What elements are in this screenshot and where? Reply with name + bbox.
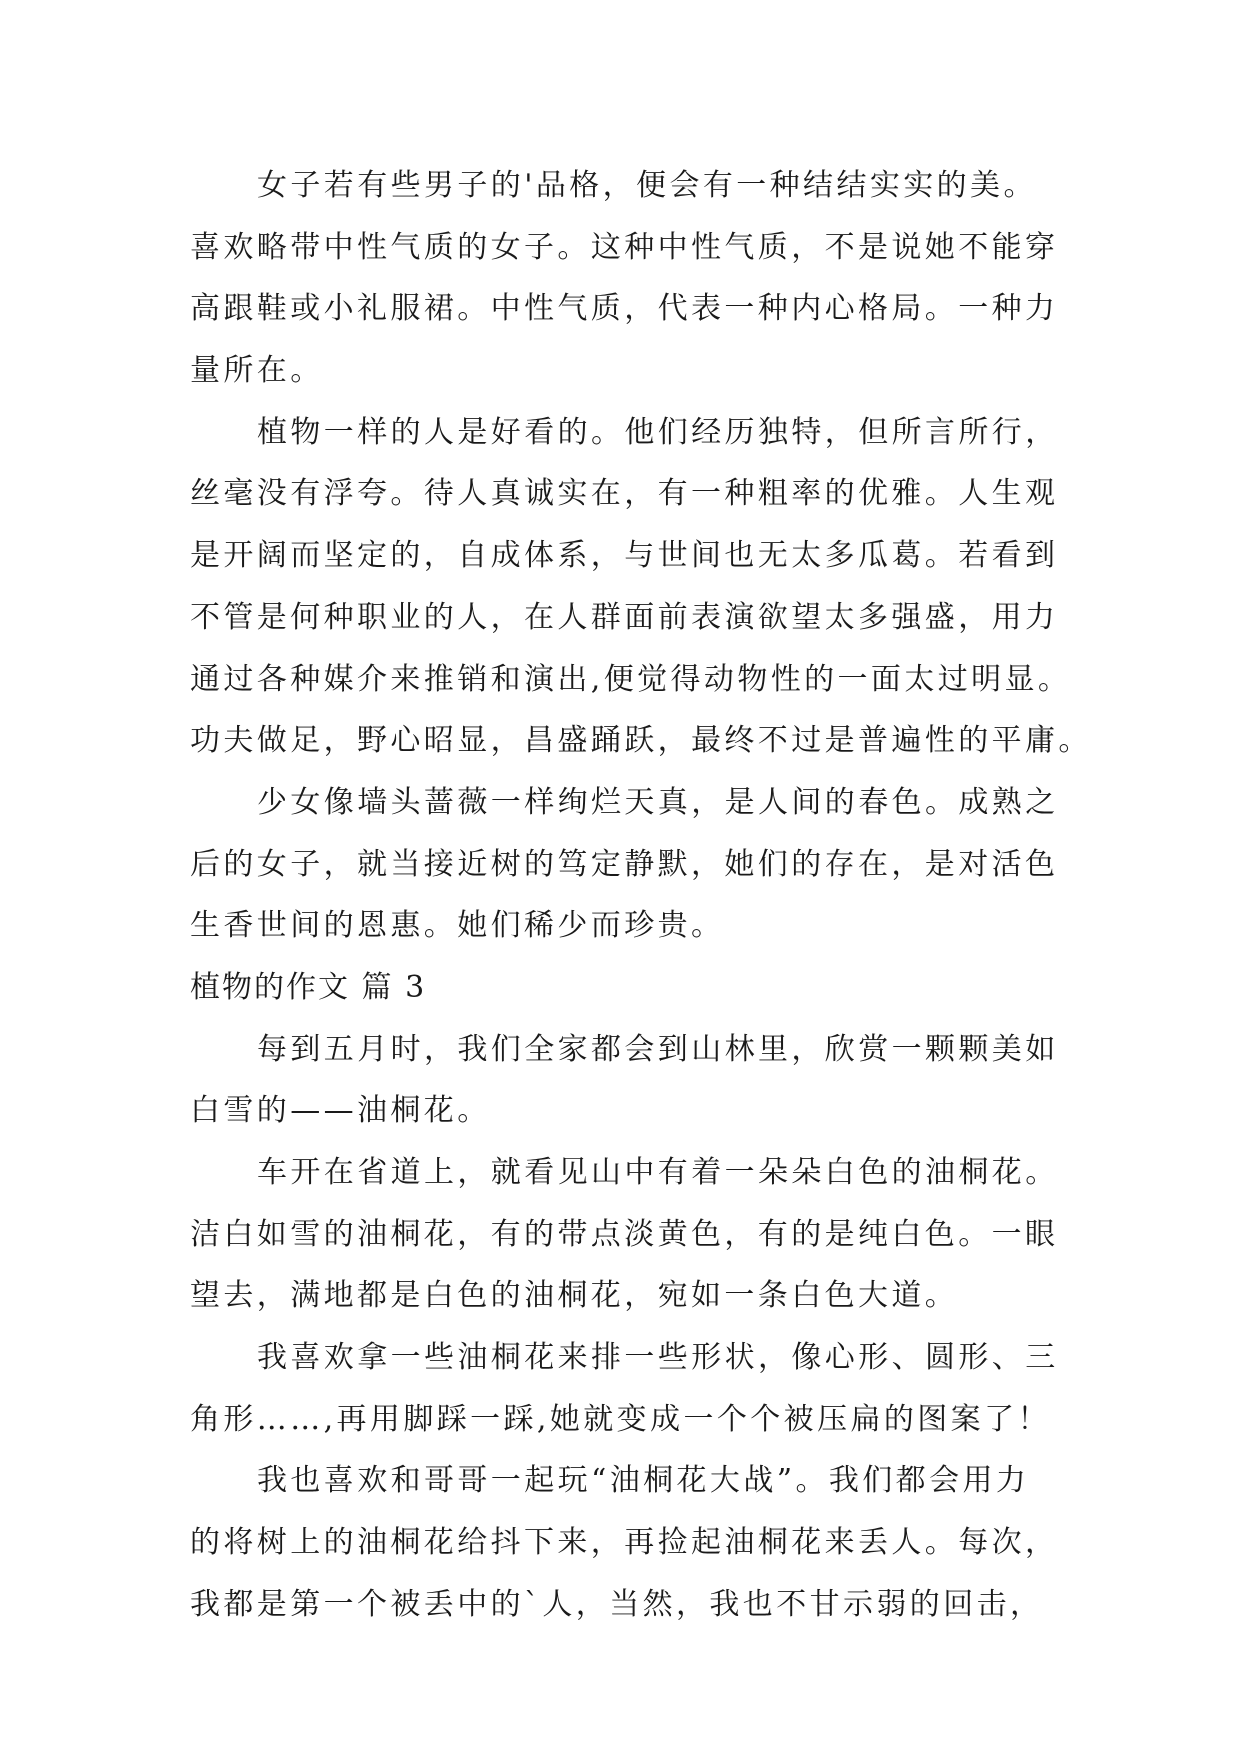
text-line: 是开阔而坚定的，自成体系，与世间也无太多瓜葛。若看到 — [190, 538, 1059, 574]
text-line: 的将树上的油桐花给抖下来，再捡起油桐花来丢人。每次， — [190, 1525, 1059, 1561]
text-line: 生香世间的恩惠。她们稀少而珍贵。 — [190, 908, 725, 944]
text-line: 白雪的——油桐花。 — [190, 1093, 491, 1129]
text-line: 角形……,再用脚踩一踩,她就变成一个个被压扁的图案了！ — [190, 1401, 1051, 1437]
text-line: 量所在。 — [190, 353, 324, 389]
text-line: 我也喜欢和哥哥一起玩“油桐花大战”。我们都会用力 — [257, 1463, 1030, 1499]
text-line: 每到五月时，我们全家都会到山林里，欣赏一颗颗美如 — [257, 1031, 1059, 1067]
document-body — [190, 155, 1092, 1636]
text-line: 喜欢略带中性气质的女子。这种中性气质，不是说她不能穿 — [190, 229, 1059, 265]
text-line: 高跟鞋或小礼服裙。中性气质，代表一种内心格局。一种力 — [190, 291, 1059, 327]
text-line: 不管是何种职业的人，在人群面前表演欲望太多强盛，用力 — [190, 599, 1059, 635]
text-line: 少女像墙头蔷薇一样绚烂天真，是人间的春色。成熟之 — [257, 784, 1059, 820]
text-line: 通过各种媒介来推销和演出,便觉得动物性的一面太过明显。 — [190, 661, 1072, 697]
text-line: 望去，满地都是白色的油桐花，宛如一条白色大道。 — [190, 1278, 959, 1314]
text-line: 功夫做足，野心昭显，昌盛踊跃，最终不过是普遍性的平庸。 — [190, 723, 1092, 759]
text-line: 我都是第一个被丢中的`人，当然，我也不甘示弱的回击， — [190, 1586, 1044, 1622]
text-line: 女子若有些男子的'品格，便会有一种结结实实的美。 — [257, 168, 1037, 203]
text-line: 我喜欢拿一些油桐花来排一些形状，像心形、圆形、三 — [257, 1340, 1059, 1376]
text-line: 洁白如雪的油桐花，有的带点淡黄色，有的是纯白色。一眼 — [190, 1216, 1059, 1252]
text-line: 丝毫没有浮夸。待人真诚实在，有一种粗率的优雅。人生观 — [190, 476, 1059, 512]
text-line: 后的女子，就当接近树的笃定静默，她们的存在，是对活色 — [190, 846, 1059, 882]
text-line: 植物一样的人是好看的。他们经历独特，但所言所行， — [257, 414, 1059, 450]
text-line: 车开在省道上，就看见山中有着一朵朵白色的油桐花。 — [257, 1155, 1059, 1190]
section-heading: 植物的作文 篇 3 — [190, 969, 427, 1005]
